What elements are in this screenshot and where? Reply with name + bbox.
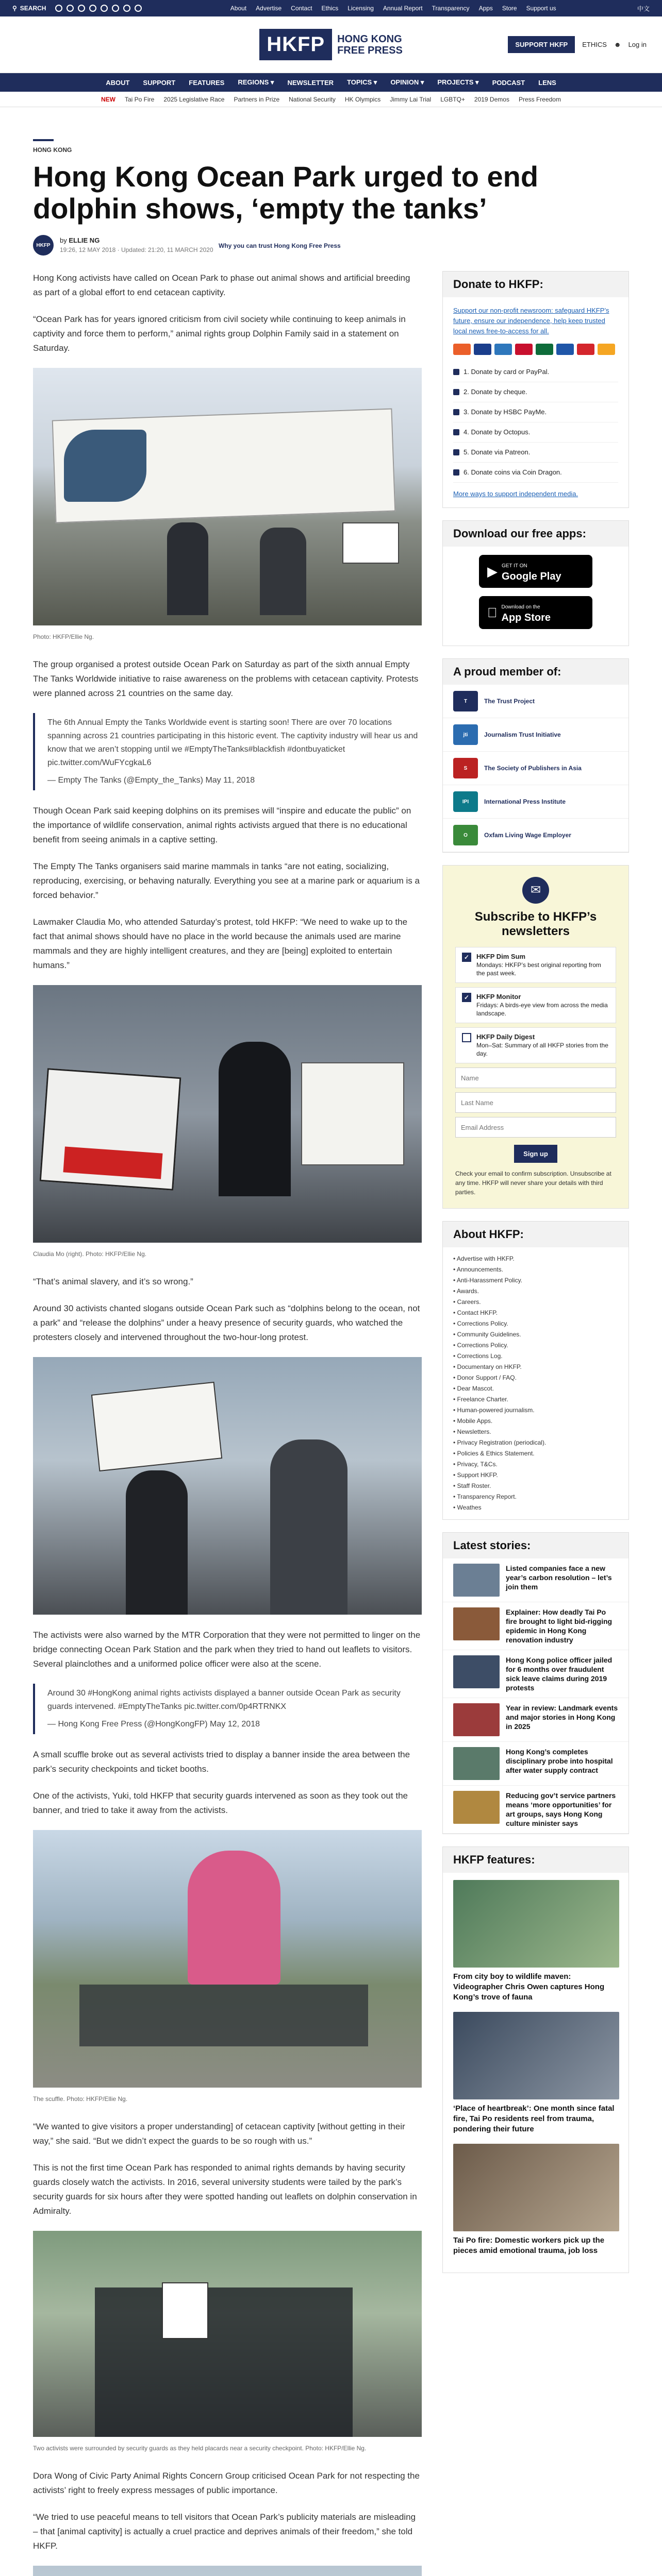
article-body [33, 271, 422, 2576]
latest-story[interactable]: Hong Kong police officer jailed for 6 months over fraudulent sick leave claims during 2019 protests [443, 1650, 628, 1698]
feature-headline[interactable]: From city boy to wildlife maven: Videographer Chris Owen captures Hong Kong’s trove of fauna [453, 1972, 605, 2002]
login-link[interactable]: Log in [628, 41, 647, 48]
oxfam-logo: O [453, 825, 478, 845]
article-category[interactable]: HONG KONG [33, 139, 629, 154]
donate-option[interactable]: 3. Donate by HSBC PayMe. [453, 402, 618, 422]
signup-button[interactable]: Sign up [514, 1145, 557, 1163]
trending-item[interactable]: LGBTQ+ [440, 95, 465, 103]
site-header [0, 16, 662, 73]
donate-title: Donate to HKFP: [443, 272, 628, 297]
trending-label: NEW [101, 95, 115, 103]
newsletter-option[interactable]: ✓ HKFP Monitor Fridays: A birds-eye view from across the media landscape. [455, 987, 616, 1023]
linkedin-icon[interactable] [112, 5, 119, 12]
util-link[interactable]: Advertise [256, 5, 282, 12]
article-wrapper [33, 139, 629, 2576]
paragraph: “That’s animal slavery, and it’s so wrong.” [33, 1277, 193, 1286]
utility-links [230, 5, 556, 12]
about-link[interactable]: • Corrections Log. [453, 1351, 618, 1362]
embedded-tweet [33, 713, 422, 790]
trending-item[interactable]: Press Freedom [518, 95, 561, 103]
feature-headline[interactable]: Tai Po fire: Domestic workers pick up the pieces amid emotional trauma, job loss [453, 2236, 605, 2255]
latest-story[interactable]: Explainer: How deadly Tai Po fire brought to light bid-rigging epidemic in Hong Kong renovation industry [443, 1602, 628, 1650]
checkbox-unchecked[interactable] [462, 1033, 471, 1042]
about-box [442, 1221, 629, 1520]
trust-project-logo: T [453, 691, 478, 711]
about-link[interactable]: • Privacy Registration (periodical). [453, 1437, 618, 1448]
site-logo[interactable] [259, 29, 403, 60]
paragraph: The activists were also warned by the MTR Corporation that they were not permitted to linger on the bridge connecting Ocean Park Station and the park when they tried to hand out leaflets to visitors. Several plainclothes and a uniformed police officer were also at the scene. [33, 1630, 421, 1669]
paragraph: “Ocean Park has for years ignored criticism from civil society while continuing to keep animals in captivity and force them to perform,” animal rights group Dolphin Family said in a statement on Saturday. [33, 314, 406, 353]
paragraph: This is not the first time Ocean Park has responded to animal rights demands by having security guards closely watch the activists. In 2016, several university students were tailed by the park’s security guards for six hours after they were spotted handing out leaflets on dolphin conservation in Admiralty. [33, 2163, 417, 2216]
search-icon: ⚲ [12, 5, 17, 12]
nav-item[interactable]: SUPPORT [143, 78, 176, 87]
mastodon-icon[interactable] [123, 5, 130, 12]
rss-icon[interactable] [135, 5, 142, 12]
photo-scuffle [33, 1830, 422, 2088]
nav-item[interactable]: TOPICS ▾ [347, 78, 377, 86]
about-link[interactable]: • Announcements. [453, 1264, 618, 1275]
paypal-icon [556, 344, 574, 355]
story-thumbnail [453, 1607, 500, 1640]
jti-logo: jti [453, 724, 478, 745]
about-title: About HKFP: [443, 1222, 628, 1247]
facebook-icon[interactable] [55, 5, 62, 12]
about-link[interactable]: • Corrections Policy. [453, 1340, 618, 1351]
user-icon[interactable]: ☻ [614, 41, 621, 48]
mastercard-icon [453, 344, 471, 355]
sopa-logo: S [453, 758, 478, 778]
membership-box [442, 658, 629, 853]
about-link[interactable]: • Contact HKFP. [453, 1308, 618, 1318]
nav-item[interactable]: FEATURES [189, 78, 225, 87]
story-thumbnail [453, 1703, 500, 1736]
app-store-button[interactable]: Download on the App Store [479, 596, 592, 629]
main-nav [0, 73, 662, 92]
about-link[interactable]: • Policies & Ethics Statement. [453, 1448, 618, 1459]
ethics-link[interactable]: ETHICS [582, 41, 607, 48]
photo-protest-ending [33, 2566, 422, 2576]
donate-option[interactable]: 5. Donate via Patreon. [453, 443, 618, 463]
trending-item[interactable]: Partners in Prize [234, 95, 280, 103]
author-name[interactable]: ELLIE NG [69, 236, 100, 244]
tweet-source[interactable]: — Empty The Tanks (@Empty_the_Tanks) May 11, 2018 [47, 776, 255, 785]
play-icon: ▶ [487, 564, 498, 579]
cheque-icon [453, 389, 459, 395]
donate-text[interactable]: Support our non-profit newsroom: safeguard HKFP’s future, ensure our independence, help keep trusted local news free-to-access for all. [453, 307, 609, 335]
partner-logo[interactable]: T The Trust Project [443, 685, 628, 718]
payment-icons [453, 344, 618, 355]
about-link[interactable]: • Mobile Apps. [453, 1416, 618, 1427]
util-link[interactable]: Contact [291, 5, 312, 12]
partner-logo[interactable]: IPI International Press Institute [443, 785, 628, 819]
search-button[interactable]: ⚲ SEARCH [12, 5, 46, 12]
about-link[interactable]: • Weathes [453, 1502, 618, 1513]
about-link[interactable]: • Corrections Policy. [453, 1318, 618, 1329]
payme-icon [453, 409, 459, 415]
donate-option[interactable]: 1. Donate by card or PayPal. [453, 362, 618, 382]
newsletter-title: Subscribe to HKFP’s newsletters [474, 910, 597, 938]
latest-story[interactable]: Year in review: Landmark events and major stories in Hong Kong in 2025 [443, 1698, 628, 1742]
tweet-source[interactable]: — Hong Kong Free Press (@HongKongFP) May 12, 2018 [47, 1720, 260, 1728]
latest-story[interactable]: Hong Kong’s completes disciplinary probe into hospital after water supply contract [443, 1742, 628, 1786]
photo-caption: Two activists were surrounded by security guards as they held placards near a security checkpoint. Photo: HKFP/Ellie Ng. [33, 2445, 367, 2452]
about-link[interactable]: • Awards. [453, 1286, 618, 1297]
photo-caption: Claudia Mo (right). Photo: HKFP/Ellie Ng. [33, 1250, 147, 1258]
author-label: by [60, 236, 67, 244]
about-link[interactable]: • Careers. [453, 1297, 618, 1308]
story-thumbnail [453, 1747, 500, 1780]
partner-logo[interactable]: S The Society of Publishers in Asia [443, 752, 628, 785]
photo-protest-banner [33, 368, 422, 625]
payme-icon [577, 344, 594, 355]
photo-activists [33, 1357, 422, 1615]
feature-image[interactable] [453, 1880, 619, 1968]
article-date: 19:26, 12 MAY 2018 · Updated: 21:20, 11 MARCH 2020 [60, 246, 213, 253]
latest-story[interactable]: Reducing gov’t service partners means ‘more opportunities’ for art groups, says Hong Kong culture minister says [443, 1786, 628, 1834]
apps-title: Download our free apps: [443, 521, 628, 547]
trending-item[interactable]: Tai Po Fire [125, 95, 155, 103]
checkbox-checked[interactable]: ✓ [462, 993, 471, 1002]
paragraph: The Empty The Tanks organisers said marine mammals in tanks “are not eating, socializing, reproducing, exercising, or behaving naturally. Everything you see at a marine park or aquarium is a forced behavior.” [33, 861, 420, 900]
util-link[interactable]: Ethics [321, 5, 339, 12]
logo-line: FREE PRESS [337, 44, 403, 56]
photo-caption: The scuffle. Photo: HKFP/Ellie Ng. [33, 2095, 128, 2103]
about-link[interactable]: • Anti-Harassment Policy. [453, 1275, 618, 1286]
about-link[interactable]: • Support HKFP. [453, 1470, 618, 1481]
paragraph: Hong Kong activists have called on Ocean Park to phase out animal shows and artificial breeding as part of a global effort to end cetacean captivity. [33, 273, 410, 297]
jcb-icon [536, 344, 553, 355]
paragraph: The group organised a protest outside Ocean Park on Saturday as part of the sixth annual Empty The Tanks Worldwide initiative to raise awareness on the problems with cetacean captivity. Protests were planned across 21 countries on the same day. [33, 659, 419, 698]
donate-option[interactable]: 6. Donate coins via Coin Dragon. [453, 463, 618, 483]
util-link[interactable]: About [230, 5, 247, 12]
email-field[interactable] [455, 1117, 616, 1138]
social-icons [55, 5, 142, 12]
article-title: Hong Kong Ocean Park urged to end dolphin shows, ‘empty the tanks’ [33, 160, 539, 225]
paragraph: “We tried to use peaceful means to tell visitors that Ocean Park’s publicity materials are misleading – that [animal captivity] is actually a cruel practice and deprives animals of their freedom,” she told HKFP. [33, 2512, 416, 2551]
support-hkfp-button[interactable]: SUPPORT HKFP [508, 36, 575, 53]
author-avatar: HKFP [33, 235, 54, 256]
util-link[interactable]: Transparency [432, 5, 470, 12]
features-box [442, 1846, 629, 2273]
about-link[interactable]: • Documentary on HKFP. [453, 1362, 618, 1372]
logo-line: HONG KONG [337, 33, 402, 45]
paragraph: Around 30 activists chanted slogans outside Ocean Park such as “dolphins belong to the ocean, not a park” and “release the dolphins” under a heavy presence of security guards, who watched the protesters closely and intervened throughout the two-hour-long protest. [33, 1303, 420, 1342]
octopus-icon [453, 429, 459, 435]
partner-logo[interactable]: jti Journalism Trust Initiative [443, 718, 628, 752]
twitter-icon[interactable] [67, 5, 74, 12]
story-thumbnail [453, 1655, 500, 1688]
nav-item[interactable]: NEWSLETTER [287, 78, 334, 87]
top-utility-bar [0, 0, 662, 16]
tweet-text: Around 30 #HongKong animal rights activists displayed a banner outside Ocean Park as security guards intervened. #EmptyTheTanks pic.twitter.com/0p4RTRNKX [47, 1689, 401, 1711]
util-link[interactable]: Apps [478, 5, 493, 12]
about-link[interactable]: • Newsletters. [453, 1427, 618, 1437]
trending-item[interactable]: 2025 Legislative Race [163, 95, 225, 103]
about-link[interactable]: • Human-powered journalism. [453, 1405, 618, 1416]
name-field[interactable] [455, 1067, 616, 1088]
about-link[interactable]: • Advertise with HKFP. [453, 1253, 618, 1264]
instagram-icon[interactable] [78, 5, 85, 12]
trending-bar [0, 92, 662, 107]
features-title: HKFP features: [443, 1847, 628, 1873]
youtube-icon[interactable] [101, 5, 108, 12]
latest-box [442, 1532, 629, 1834]
card-icon [453, 369, 459, 375]
paragraph: Dora Wong of Civic Party Animal Rights Concern Group criticised Ocean Park for not respecting the activists’ right to freely express messages of public importance. [33, 2471, 420, 2495]
trending-item[interactable]: Jimmy Lai Trial [390, 95, 432, 103]
about-list [443, 1247, 628, 1519]
about-link[interactable]: • Freelance Charter. [453, 1394, 618, 1405]
latest-story[interactable]: Listed companies face a new year’s carbon resolution – let’s join them [443, 1558, 628, 1602]
util-link[interactable]: Support us [526, 5, 556, 12]
amex-icon [494, 344, 512, 355]
embedded-tweet [33, 1684, 422, 1734]
trust-link[interactable]: Why you can trust Hong Kong Free Press [219, 242, 341, 249]
story-thumbnail [453, 1791, 500, 1824]
tweet-text: The 6th Annual Empty the Tanks Worldwide event is starting soon! There are over 70 locations spanning across 21 countries participating in this historic event. The captivity industry will hear us and know that we aren’t stopping until we #EmptyTheTanks#blackfish #dontbuyaticket pic.twitter.com/WuFYcgkaL6 [47, 718, 418, 767]
nav-item[interactable]: LENS [538, 78, 556, 87]
partner-logo[interactable]: O Oxfam Living Wage Employer [443, 819, 628, 852]
language-switch[interactable]: 中文 [637, 5, 650, 12]
donate-box [442, 271, 629, 508]
about-link[interactable]: • Transparency Report. [453, 1492, 618, 1502]
more-ways-link[interactable]: More ways to support independent media. [453, 490, 578, 498]
membership-title: A proud member of: [443, 659, 628, 685]
donate-option[interactable]: 2. Donate by cheque. [453, 382, 618, 402]
octopus-icon [598, 344, 615, 355]
feature-headline[interactable]: ‘Place of heartbreak’: One month since fatal fire, Tai Po residents reel from trauma, pondering their future [453, 2104, 615, 2133]
visa-icon [474, 344, 491, 355]
photo-claudia-mo [33, 985, 422, 1243]
last-name-field[interactable] [455, 1092, 616, 1113]
nav-item[interactable]: PODCAST [492, 78, 525, 87]
paragraph: Lawmaker Claudia Mo, who attended Saturday’s protest, told HKFP: “We need to wake up to the fact that animal shows should have no place in the world because the animals used are marine mammals and they are highly intelligent creatures, and they are [being] exploited to entertain humans.” [33, 917, 408, 970]
coin-icon [453, 469, 459, 476]
newsletter-option[interactable]: ✓ HKFP Dim Sum Mondays: HKFP’s best original reporting from the past week. [455, 947, 616, 983]
mail-icon: ✉ [522, 877, 549, 904]
util-link[interactable]: Store [502, 5, 517, 12]
story-thumbnail [453, 1564, 500, 1597]
nav-item[interactable]: REGIONS ▾ [238, 78, 274, 86]
about-link[interactable]: • Privacy, T&Cs. [453, 1459, 618, 1470]
paragraph: “We wanted to give visitors a proper understanding] of cetacean captivity [without getting in their way,” she said. “But we didn’t expect the guards to be so rough with us.” [33, 2122, 405, 2146]
feature-image[interactable] [453, 2012, 619, 2099]
unionpay-icon [515, 344, 533, 355]
newsletter-option[interactable]: HKFP Daily Digest Mon–Sat: Summary of all HKFP stories from the day. [455, 1027, 616, 1063]
donate-option[interactable]: 4. Donate by Octopus. [453, 422, 618, 443]
trending-item[interactable]: 2019 Demos [474, 95, 509, 103]
threads-icon[interactable] [89, 5, 96, 12]
about-link[interactable]: • Staff Roster. [453, 1481, 618, 1492]
logo-mark: HKFP [259, 29, 332, 60]
util-link[interactable]: Licensing [347, 5, 374, 12]
about-link[interactable]: • Donor Support / FAQ. [453, 1372, 618, 1383]
trending-item[interactable]: National Security [289, 95, 336, 103]
nav-item[interactable]: PROJECTS ▾ [437, 78, 479, 86]
sidebar [442, 271, 629, 2576]
feature-image[interactable] [453, 2144, 619, 2231]
trending-item[interactable]: HK Olympics [344, 95, 381, 103]
nav-item[interactable]: OPINION ▾ [390, 78, 424, 86]
paragraph: One of the activists, Yuki, told HKFP that security guards intervened as soon as they took out the banner, and tried to take it away from the activists. [33, 1791, 408, 1815]
util-link[interactable]: Annual Report [383, 5, 423, 12]
apple-icon [487, 607, 498, 618]
patreon-icon [453, 449, 459, 455]
about-link[interactable]: • Dear Mascot. [453, 1383, 618, 1394]
google-play-button[interactable]: ▶ GET IT ON Google Play [479, 555, 592, 588]
photo-caption: Photo: HKFP/Ellie Ng. [33, 633, 94, 640]
photo-security-guards [33, 2231, 422, 2437]
latest-title: Latest stories: [443, 1533, 628, 1558]
newsletter-fineprint: Check your email to confirm subscription. Unsubscribe at any time. HKFP will never share your details with third parties. [455, 1170, 611, 1196]
paragraph: A small scuffle broke out as several activists tried to display a banner inside the area between the park’s security checkpoints and ticket booths. [33, 1750, 410, 1774]
newsletter-box [442, 865, 629, 1209]
nav-item[interactable]: ABOUT [106, 78, 130, 87]
byline [33, 235, 629, 256]
about-link[interactable]: • Community Guidelines. [453, 1329, 618, 1340]
checkbox-checked[interactable]: ✓ [462, 953, 471, 962]
apps-box [442, 520, 629, 646]
paragraph: Though Ocean Park said keeping dolphins on its premises will “inspire and educate the public” on the importance of wildlife conservation, animal rights activists argued that there is no educational benefit from seeing animals in a captive setting. [33, 806, 411, 844]
ipi-logo: IPI [453, 791, 478, 812]
